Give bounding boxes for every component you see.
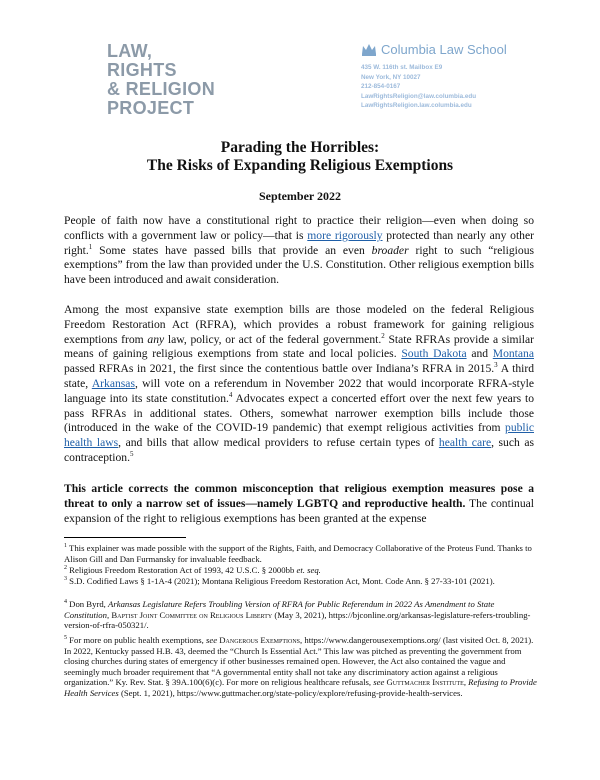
logo-line-2: & RELIGION — [107, 79, 216, 99]
document-date: September 2022 — [258, 189, 342, 203]
logo-line-3: PROJECT — [107, 98, 195, 118]
footnote-ref-2: 2 — [381, 331, 385, 340]
footnote-ref-3: 3 — [494, 361, 498, 370]
logo-line-1: LAW, RIGHTS — [107, 41, 177, 80]
paragraph-3: This article corrects the common misconception that religious exemption measures pose a threat to only a narrow set of issues—namely LGBTQ and reproductive health. The continual expansion of the right to religious exemptions has been granted at the expense — [64, 482, 534, 525]
footnote-1: $^1$ This explainer was made possible with the support of the Rights, Faith, and Democracy Collaborative of the Proteus Fund. Thanks to Alison Gill and Dan Furmansky for invaluable feedback. — [64, 543, 532, 564]
footnote-ref-4: 4 — [228, 390, 233, 399]
address-block — [361, 63, 561, 111]
crown-icon — [361, 43, 377, 56]
link-public-health-laws[interactable]: public health laws — [64, 421, 534, 450]
link-montana[interactable]: Montana — [492, 347, 534, 361]
footnote-4: $^4$ Don Byrd, Arkansas Legislature Refers Troubling Version of RFRA for Public Referendum in 2022 As Amendment to State Constitution, Baptist Joint Committee on Religious Liberty (May 3, 2021), https://bjconline.org/arkansas-legislature-refers-troubling-version-of-rfra-050321/. — [64, 599, 531, 630]
project-logo — [107, 42, 227, 118]
link-arkansas[interactable]: Arkansas — [91, 376, 135, 390]
address-street: 435 W. 116th st. Mailbox E9 — [361, 64, 443, 71]
paragraph-2: Among the most expansive state exemption bills are those modeled on the federal Religious Freedom Restoration Act (RFRA), which provides a robust framework for gaining religious exemptions from any law, policy, or act of the federal government.$^2$ State RFRAs provide a similar means of gaining religious exemptions from state and local policies. South Dakota and Montana passed RFRAs in 2021, the first since the contentious battle over Indiana’s RFRA in 2015.$^3$ A third state, Arkansas, will vote on a referendum in November 2022 that would incorporate RFRA-style language into its state constitution.$^4$ Advocates expect a concerted effort over the next few years to pass RFRAs in additional states. Others, somewhat narrower exemption bills include those (introduced in the wake of the COVID-19 pandemic) that exempt religious activities from public health laws, and bills that allow medical providers to refuse certain types of health care, such as contraception.$^5$ — [64, 303, 535, 464]
link-more-rigorously[interactable]: more rigorously — [307, 228, 383, 242]
address-email[interactable]: LawRightsReligion@law.columbia.edu — [361, 92, 477, 100]
footnote-5: $^5$ For more on public health exemptions, see Dangerous Exemptions, https://www.dangerousexemptions.org/ (last visited Oct. 8, 2021). In 2022, Kentucky passed H.B. 43, deemed the “Church Is Essential Act.” This law was pitched as preventing the government from closing churches during states of emergency if other businesses remained open. However, the Act also contained the vague and seemingly much broader requirement that “A governmental entity shall not take any discriminatory action against a religious organization.” Ky. Rev. Stat. § 39A.100(6)(c). For more on religious healthcare refusals, see Guttmacher Institute, Refusing to Provide Health Services (Sept. 1, 2021), https://www.guttmacher.org/state-policy/explore/refusing-provide-health-services. — [64, 635, 537, 698]
paragraph-1: People of faith now have a constitutional right to practice their religion—even when doing so conflicts with a government law or policy—that is more rigorously protected than nearly any other right.$^1$ Some states have passed bills that provide an even broader right to such “religious exemptions” from the law than provided under the U.S. Constitution. Other religious exemption bills have been introduced and await consideration. — [64, 214, 534, 287]
columbia-letterhead — [361, 42, 561, 111]
footnote-2: $^2$ Religious Freedom Restoration Act of 1993, 42 U.S.C. § 2000bb et. seq. — [64, 565, 321, 575]
footnote-divider — [64, 537, 186, 538]
address-website[interactable]: LawRightsReligion.law.columbia.edu — [361, 102, 472, 109]
link-health-care[interactable]: health care — [438, 436, 492, 450]
key-statement: This article corrects the common misconception that religious exemption measures pose a threat to only a narrow set of issues—namely LGBTQ and reproductive health. — [64, 482, 534, 510]
title-line-1: Parading the Horribles: — [220, 139, 380, 156]
link-south-dakota[interactable]: South Dakota — [401, 347, 467, 361]
footnote-ref-1: 1 — [88, 242, 93, 251]
title-line-2: The Risks of Expanding Religious Exemptions — [146, 157, 454, 174]
school-name: Columbia Law School — [381, 42, 507, 57]
address-city: New York, NY 10027 — [361, 73, 421, 81]
footnote-ref-5: 5 — [130, 450, 134, 459]
footnote-3: $^3$ S.D. Codified Laws § 1-1A-4 (2021); Montana Religious Freedom Restoration Act, Mont. Code Ann. § 27-33-101 (2021). — [64, 576, 495, 586]
address-phone: 212-854-0167 — [361, 83, 401, 90]
